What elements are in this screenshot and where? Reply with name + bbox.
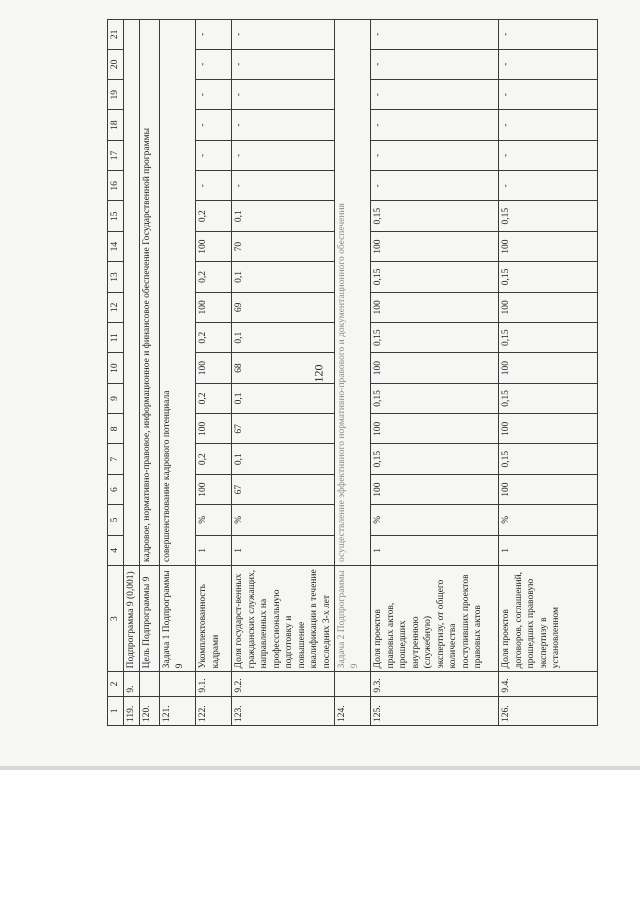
row-number-cell: 124. — [335, 696, 371, 725]
header-cell: 11 — [108, 323, 124, 353]
header-cell: 15 — [108, 201, 124, 231]
row-number-cell: 122. — [196, 696, 232, 725]
value-cell: - — [371, 110, 499, 140]
header-cell: 13 — [108, 262, 124, 292]
value-cell: 100 — [499, 414, 598, 444]
indicator-type-cell: 1 — [499, 535, 598, 565]
goal-text-cell: совершенствование кадрового потенциала — [160, 20, 196, 566]
unit-cell: % — [371, 505, 499, 535]
value-cell: 0,15 — [371, 262, 499, 292]
value-cell: 0,2 — [196, 323, 232, 353]
header-cell: 8 — [108, 414, 124, 444]
value-cell: 0,2 — [196, 383, 232, 413]
table-row — [232, 20, 335, 726]
value-cell: - — [196, 20, 232, 50]
table-row — [499, 20, 598, 726]
row-code-cell: 9.2. — [232, 672, 335, 696]
header-cell: 20 — [108, 49, 124, 79]
row-code-cell: 9.4. — [499, 672, 598, 696]
value-cell: 100 — [196, 292, 232, 322]
row-code-cell: 9.1. — [196, 672, 232, 696]
indicator-name-cell: Укомплектованность кадрами — [196, 566, 232, 672]
value-cell: - — [499, 49, 598, 79]
row-number-cell: 119. — [124, 696, 140, 725]
header-cell: 2 — [108, 672, 124, 696]
header-cell: 10 — [108, 353, 124, 383]
indicators-table — [107, 19, 598, 726]
header-cell: 3 — [108, 566, 124, 672]
value-cell: 0,2 — [196, 262, 232, 292]
value-cell: 67 — [232, 414, 335, 444]
row-code-cell — [160, 672, 196, 696]
header-cell: 9 — [108, 383, 124, 413]
value-cell: - — [371, 49, 499, 79]
table-row — [160, 20, 196, 726]
value-cell: 68 — [232, 353, 335, 383]
page-number: 120 — [311, 364, 326, 383]
value-cell: 0,1 — [232, 444, 335, 474]
table-row — [371, 20, 499, 726]
goal-label-cell: Задача 2 Подпрограммы 9 — [335, 566, 371, 672]
row-number-cell: 121. — [160, 696, 196, 725]
value-cell: 0,15 — [499, 201, 598, 231]
header-cell: 21 — [108, 20, 124, 50]
value-cell: - — [371, 80, 499, 110]
value-cell: 69 — [232, 292, 335, 322]
unit-cell: % — [232, 505, 335, 535]
rotated-table-container — [107, 19, 561, 726]
value-cell: 0,15 — [499, 262, 598, 292]
value-cell: 100 — [371, 414, 499, 444]
value-cell: - — [196, 49, 232, 79]
value-cell: 0,1 — [232, 201, 335, 231]
header-cell: 7 — [108, 444, 124, 474]
goal-text-cell: осуществление эффективного нормативно-правового и документационного обеспечения — [335, 20, 371, 566]
row-number-cell: 125. — [371, 696, 499, 725]
value-cell: 100 — [196, 474, 232, 504]
empty-span-cell — [124, 20, 140, 566]
header-cell: 12 — [108, 292, 124, 322]
value-cell: - — [232, 140, 335, 170]
value-cell: - — [499, 171, 598, 201]
value-cell: 0,15 — [371, 201, 499, 231]
header-cell: 19 — [108, 80, 124, 110]
value-cell: 100 — [499, 353, 598, 383]
value-cell: - — [371, 20, 499, 50]
indicator-type-cell: 1 — [232, 535, 335, 565]
scan-edge — [0, 766, 640, 770]
subprogram-title-cell: Подпрограмма 9 (0,001) — [124, 566, 140, 672]
header-row — [108, 20, 124, 726]
row-code-cell — [140, 672, 160, 696]
value-cell: 0,15 — [371, 383, 499, 413]
value-cell: 100 — [499, 474, 598, 504]
value-cell: 0,15 — [371, 444, 499, 474]
row-code-cell — [335, 672, 371, 696]
value-cell: 100 — [196, 414, 232, 444]
row-code-cell: 9.3. — [371, 672, 499, 696]
value-cell: 0,15 — [499, 444, 598, 474]
row-code-cell: 9. — [124, 672, 140, 696]
value-cell: - — [232, 110, 335, 140]
value-cell: - — [196, 140, 232, 170]
value-cell: - — [196, 171, 232, 201]
value-cell: 100 — [499, 292, 598, 322]
value-cell: 100 — [371, 292, 499, 322]
indicator-name-cell: Доля проектов договоров, соглашений, прошедших правовую экспертизу в установленном — [499, 566, 598, 672]
value-cell: 100 — [371, 474, 499, 504]
indicator-type-cell: 1 — [371, 535, 499, 565]
value-cell: 100 — [196, 231, 232, 261]
value-cell: 67 — [232, 474, 335, 504]
unit-cell: % — [499, 505, 598, 535]
value-cell: - — [499, 20, 598, 50]
value-cell: - — [232, 171, 335, 201]
value-cell: 0,15 — [499, 383, 598, 413]
indicator-name-cell: Доля проектов правовых актов, прошедших внутреннюю (служебную) экспертизу, от общего количества поступивших проектов правовых актов — [371, 566, 499, 672]
value-cell: - — [499, 80, 598, 110]
value-cell: - — [232, 49, 335, 79]
row-number-cell: 126. — [499, 696, 598, 725]
indicator-name-cell: Доля государст-венных гражданских служащих, направленных на профессиональную подготовку и повышение квалификации в течение последних 3-х лет — [232, 566, 335, 672]
value-cell: 0,2 — [196, 444, 232, 474]
value-cell: - — [499, 140, 598, 170]
unit-cell: % — [196, 505, 232, 535]
header-cell: 6 — [108, 474, 124, 504]
value-cell: - — [232, 80, 335, 110]
value-cell: 100 — [371, 231, 499, 261]
value-cell: 100 — [371, 353, 499, 383]
value-cell: - — [499, 110, 598, 140]
value-cell: 0,15 — [371, 323, 499, 353]
table-row — [335, 20, 371, 726]
value-cell: 0,15 — [499, 323, 598, 353]
indicator-type-cell: 1 — [196, 535, 232, 565]
value-cell: - — [371, 171, 499, 201]
value-cell: 70 — [232, 231, 335, 261]
header-cell: 18 — [108, 110, 124, 140]
header-cell: 4 — [108, 535, 124, 565]
value-cell: 100 — [499, 231, 598, 261]
value-cell: - — [232, 20, 335, 50]
row-number-cell: 123. — [232, 696, 335, 725]
value-cell: 0,1 — [232, 383, 335, 413]
header-cell: 5 — [108, 505, 124, 535]
value-cell: - — [196, 110, 232, 140]
table-row — [140, 20, 160, 726]
goal-label-cell: Цель Подпрограммы 9 — [140, 566, 160, 672]
table-row — [124, 20, 140, 726]
value-cell: 0,2 — [196, 201, 232, 231]
table-row — [196, 20, 232, 726]
value-cell: 0,1 — [232, 262, 335, 292]
header-cell: 16 — [108, 171, 124, 201]
goal-label-cell: Задача 1 Подпрограммы 9 — [160, 566, 196, 672]
value-cell: - — [371, 140, 499, 170]
value-cell: 0,1 — [232, 323, 335, 353]
value-cell: - — [196, 80, 232, 110]
header-cell: 17 — [108, 140, 124, 170]
header-cell: 14 — [108, 231, 124, 261]
row-number-cell: 120. — [140, 696, 160, 725]
goal-text-cell: кадровое, нормативно-правовое, информационное и финансовое обеспечение Государственной программы — [140, 20, 160, 566]
value-cell: 100 — [196, 353, 232, 383]
header-cell: 1 — [108, 696, 124, 725]
